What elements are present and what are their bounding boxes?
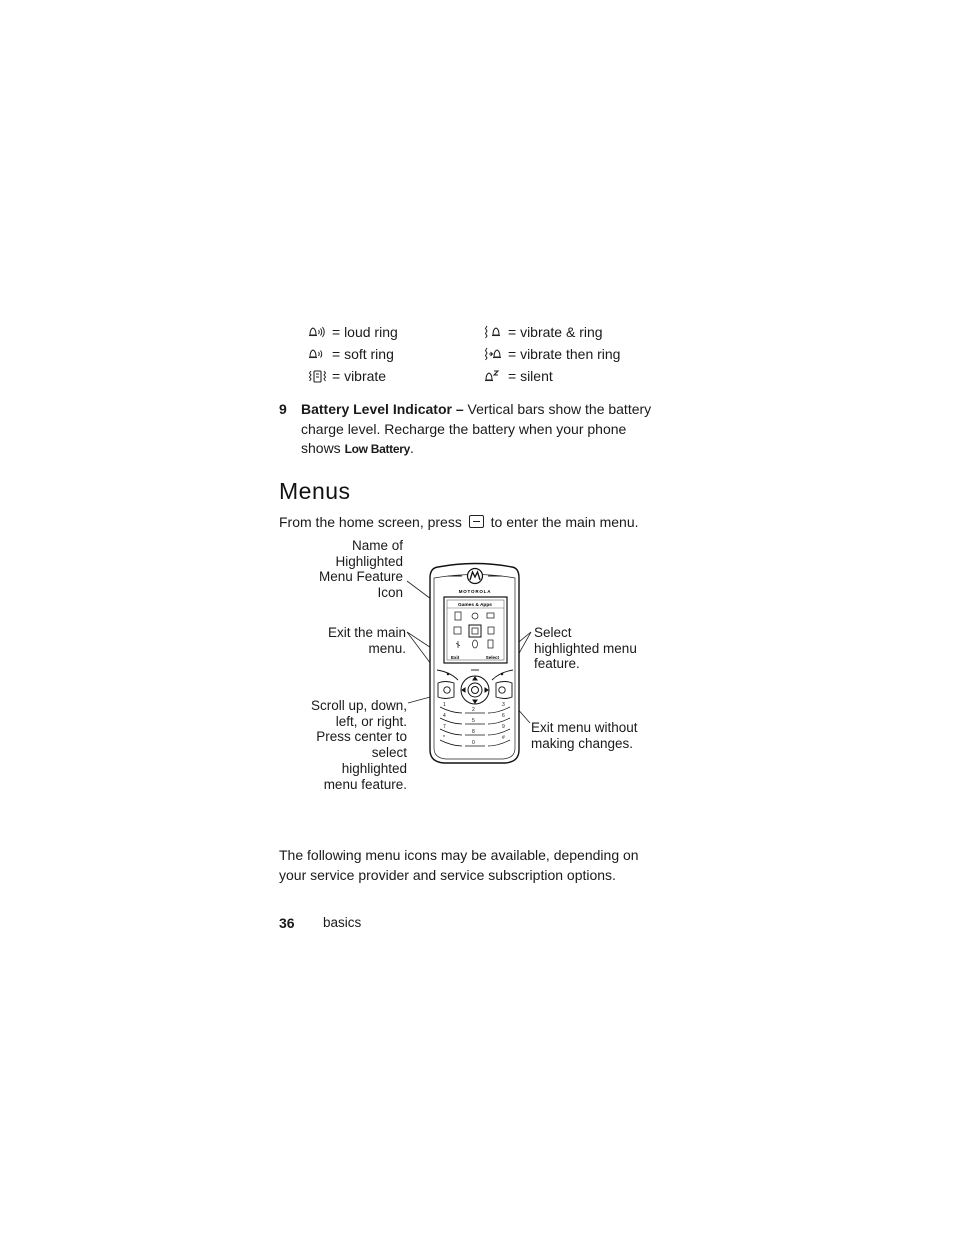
svg-text:3: 3 [502, 702, 505, 708]
callout-line: highlighted [341, 760, 407, 776]
motorola-logo-icon [468, 569, 483, 584]
loud-ring-icon [308, 325, 328, 339]
svg-text:8: 8 [472, 729, 475, 735]
callout-line: Scroll up, down, [310, 698, 407, 713]
ring-style-entry [308, 321, 478, 343]
ring-style-label: = vibrate then ring [508, 346, 621, 362]
vibrate-and-ring-icon [484, 325, 504, 339]
item-number: 9 [279, 401, 287, 417]
callout-line: highlighted menu [534, 640, 637, 656]
phone-soft-right-label: Select [485, 655, 499, 660]
phone-illustration [400, 555, 540, 770]
callout-line: Name of [351, 538, 403, 553]
battery-item-line [301, 400, 661, 420]
callout-line: Exit the main [327, 625, 406, 640]
callout-select-highlighted [534, 625, 654, 672]
ring-style-left-column [308, 321, 478, 387]
callout-line: Icon [377, 585, 403, 601]
ring-style-label: = loud ring [332, 324, 398, 340]
callout-line: Exit menu without [531, 720, 638, 735]
menus-intro [279, 513, 639, 533]
phone-screen-title: Games & Apps [458, 603, 492, 608]
battery-item-line [301, 439, 661, 460]
battery-item-description [301, 400, 661, 460]
menus-intro-text: From the home screen, press [279, 514, 462, 530]
callout-line: feature. [534, 656, 580, 672]
closing-paragraph [279, 846, 639, 885]
ring-style-label: = silent [508, 368, 553, 384]
paragraph-line: The following menu icons may be available, depending on [279, 847, 639, 863]
phone-brand: MOTOROLA [458, 589, 492, 594]
callout-line: menu feature. [323, 776, 407, 792]
callout-line: Press center to [316, 729, 407, 745]
menus-intro-text: to enter the main menu. [490, 514, 639, 530]
svg-text:*: * [443, 735, 445, 741]
svg-text:6: 6 [502, 713, 505, 719]
svg-text:0: 0 [472, 740, 475, 746]
battery-item-number [279, 400, 287, 420]
callout-exit-without [531, 720, 651, 751]
battery-item-line: charge level. Recharge the battery when your phone [301, 420, 627, 437]
callout-line: menu. [368, 640, 406, 656]
svg-text:5: 5 [472, 718, 475, 724]
vibrate-icon [308, 369, 328, 383]
battery-item-text: . [409, 440, 414, 456]
phone-soft-left-label: Exit [451, 655, 460, 660]
vibrate-then-ring-icon [484, 347, 504, 361]
paragraph-line: your service provider and service subscription options. [279, 866, 616, 883]
svg-text:#: # [502, 735, 505, 741]
callout-scroll [297, 698, 407, 792]
svg-text:9: 9 [502, 724, 505, 730]
ring-style-entry [308, 343, 478, 365]
svg-text:4: 4 [443, 713, 446, 719]
ring-style-label: = vibrate & ring [508, 324, 603, 340]
callout-line: left, or right. [335, 713, 407, 729]
silent-icon [484, 369, 504, 383]
ring-style-label: = soft ring [332, 346, 394, 362]
ring-style-entry [484, 365, 654, 387]
battery-item-text: shows [301, 440, 341, 456]
menu-key-icon [469, 515, 484, 528]
callout-line: Menu Feature [318, 569, 403, 585]
low-battery-label: Low Battery [344, 442, 410, 456]
section-name: basics [323, 915, 362, 930]
svg-text:7: 7 [443, 724, 446, 730]
callout-line: making changes. [531, 735, 634, 751]
ring-style-label: = vibrate [332, 368, 387, 384]
svg-text:2: 2 [472, 707, 475, 713]
callout-line: Select [534, 625, 572, 640]
svg-text:1: 1 [443, 702, 446, 708]
callout-exit-main-menu [300, 625, 406, 656]
ring-style-right-column [484, 321, 654, 387]
callout-line: Highlighted [335, 553, 403, 569]
callout-name-of-highlighted [303, 538, 403, 601]
battery-item-title: Battery Level Indicator – [301, 401, 464, 417]
soft-ring-icon [308, 347, 328, 361]
ring-style-entry [308, 365, 478, 387]
section-heading: Menus [279, 478, 351, 504]
ring-style-entry [484, 321, 654, 343]
page-number: 36 [279, 915, 295, 931]
battery-item-text: Vertical bars show the battery [467, 401, 652, 417]
callout-line: select [371, 745, 407, 761]
ring-style-entry [484, 343, 654, 365]
